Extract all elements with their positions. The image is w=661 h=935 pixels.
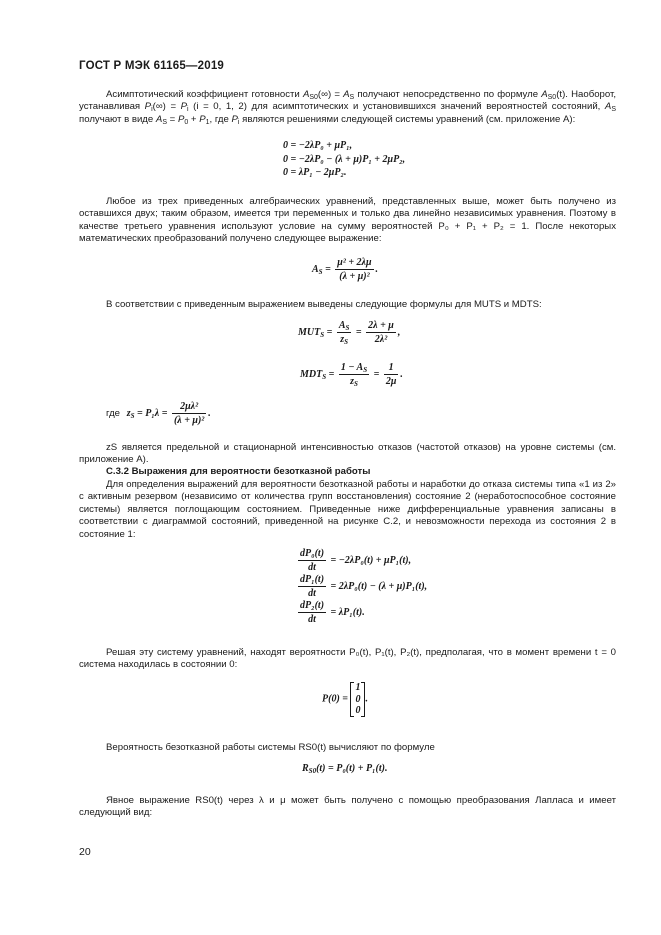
paragraph-solve: Решая эту систему уравнений, находят вероятности P₀(t), P₁(t), P₂(t), предполагая, что в момент времени t = 0 система находилась в состоянии 0:	[79, 647, 616, 671]
paragraph-laplace: Явное выражение RS0(t) через λ и μ может быть получено с помощью преобразования Лапласа и имеет следующий вид:	[79, 795, 616, 819]
formula-zs: $z_S = P_1\lambda$ = $\frac{\text{2μλ²}}{\text{(λ + μ)²}}$ .	[126, 401, 211, 426]
fraction: $\frac{\text{dP₁(t)}}{dt}$	[300, 574, 325, 599]
differential-equation: $\frac{\text{dP₁(t)}}{dt}$ = 2λP₀(t) − (λ + μ)P₁(t),	[300, 574, 428, 599]
paragraph-algebraic: Любое из трех приведенных алгебраических уравнений, представленных выше, может быть получено из оставшихся двух; таким образом, имеется три переменных и только два линейно независимых уравнения. Поэтому в качестве третьего уравнения используют условие на сумму вероятностей P₀ + P₁ + P₂ = 1. После некоторых математических преобразований получено следующее выражение:	[79, 196, 616, 245]
formula-availability: $A_S$ = $\frac{\text{μ² + 2λμ}}{\text{(λ + μ)²}}$ .	[312, 257, 379, 282]
formula-mut: $MUT_S$ = $\frac{A_S}{z_S}$ = $\frac{2\lambda + \mu}{\text{2λ²}}$ ,	[298, 320, 401, 346]
fraction: $\frac{\text{2μλ²}}{\text{(λ + μ)²}}$	[173, 401, 205, 426]
fraction: $\frac{\text{μ² + 2λμ}}{\text{(λ + μ)²}}$	[337, 257, 372, 282]
differential-equation: $\frac{\text{dP₂(t)}}{dt}$ = λP₁(t).	[300, 600, 365, 625]
fraction: $\frac{2\lambda + \mu}{\text{2λ²}}$	[368, 320, 394, 345]
differential-equation: $\frac{\text{dP₀(t)}}{dt}$ = −2λP₀(t) + μP₁(t),	[300, 548, 412, 573]
fraction: $\frac{\text{dP₀(t)}}{dt}$	[300, 548, 325, 573]
where-zs: где $z_S = P_1\lambda$ = $\frac{\text{2μλ²}}{\text{(λ + μ)²}}$ .	[106, 401, 211, 426]
fraction: $\frac{1}{2\mu}$	[385, 362, 397, 387]
fraction: $\frac{1 - A_S}{z_S}$	[340, 362, 368, 388]
document-header: ГОСТ Р МЭК 61165—2019	[79, 60, 225, 72]
paragraph-rs-formula-intro: Вероятность безотказной работы системы RS0(t) вычисляют по формуле	[106, 742, 435, 753]
equation-line: 0 = −2λP₀ − (λ + μ)P₁ + 2μP₂,	[283, 153, 406, 165]
fraction: $\frac{A_S}{z_S}$	[338, 320, 350, 346]
paragraph-availability: Асимптотический коэффициент готовности $A_{S0}(\infty) = A_S$ получают непосредственно по формуле $A_{S0}(t)$. Наоборот, устанавливая $P_i(\infty) = P_i$ (i = 0, 1, 2) для асимптотических и установившихся значений вероятностей состояний, $A_S$ получают в виде $A_S = P_0 + P_1$, где $P_i$ являются решениями следующей системы уравнений (см. приложение А):	[79, 89, 616, 126]
formula-initial-state: P(0) = 1 0 0 .	[322, 682, 368, 716]
formula-mdt: $MDT_S$ = $\frac{1 - A_S}{z_S}$ = $\frac{1}{2\mu}$ .	[300, 362, 403, 388]
paragraph-zs-explanation: zS является предельной и стационарной интенсивностью отказов (частотой отказов) на уровне системы (см. приложение А).	[79, 442, 616, 466]
equation-line: 0 = −2λP₀ + μP₁,	[283, 140, 353, 151]
page-number: 20	[79, 846, 91, 858]
equation-line: 0 = λP₁ − 2μP₂.	[283, 167, 347, 178]
vector-matrix: 1 0 0	[350, 682, 365, 717]
paragraph-mut-mdt-intro: В соответствии с приведенным выражением выведены следующие формулы для MUTS и MDTS:	[106, 299, 542, 310]
paragraph-reliability: Для определения выражений для вероятности безотказной работы и наработки до отказа системы типа «1 из 2» с активным резервом (независимо от количества групп восстановления) состояние 2 (неработоспособное состояние системы) является поглощающим состоянием. Приведенные ниже дифференциальные уравнения записаны в соответствии с диаграммой состояний, приведенной на рисунке С.2, и невозможности перехода из состояния 2 в состояние 1:	[79, 479, 616, 540]
section-title: С.3.2 Выражения для вероятности безотказной работы	[106, 466, 371, 477]
differential-equations	[296, 548, 427, 626]
fraction: $\frac{\text{dP₂(t)}}{dt}$	[300, 600, 325, 625]
equation-system-steady-state	[283, 139, 405, 180]
formula-rs0: $R_{S0}(t) = P_0(t) + P_1(t)$.	[302, 763, 388, 775]
